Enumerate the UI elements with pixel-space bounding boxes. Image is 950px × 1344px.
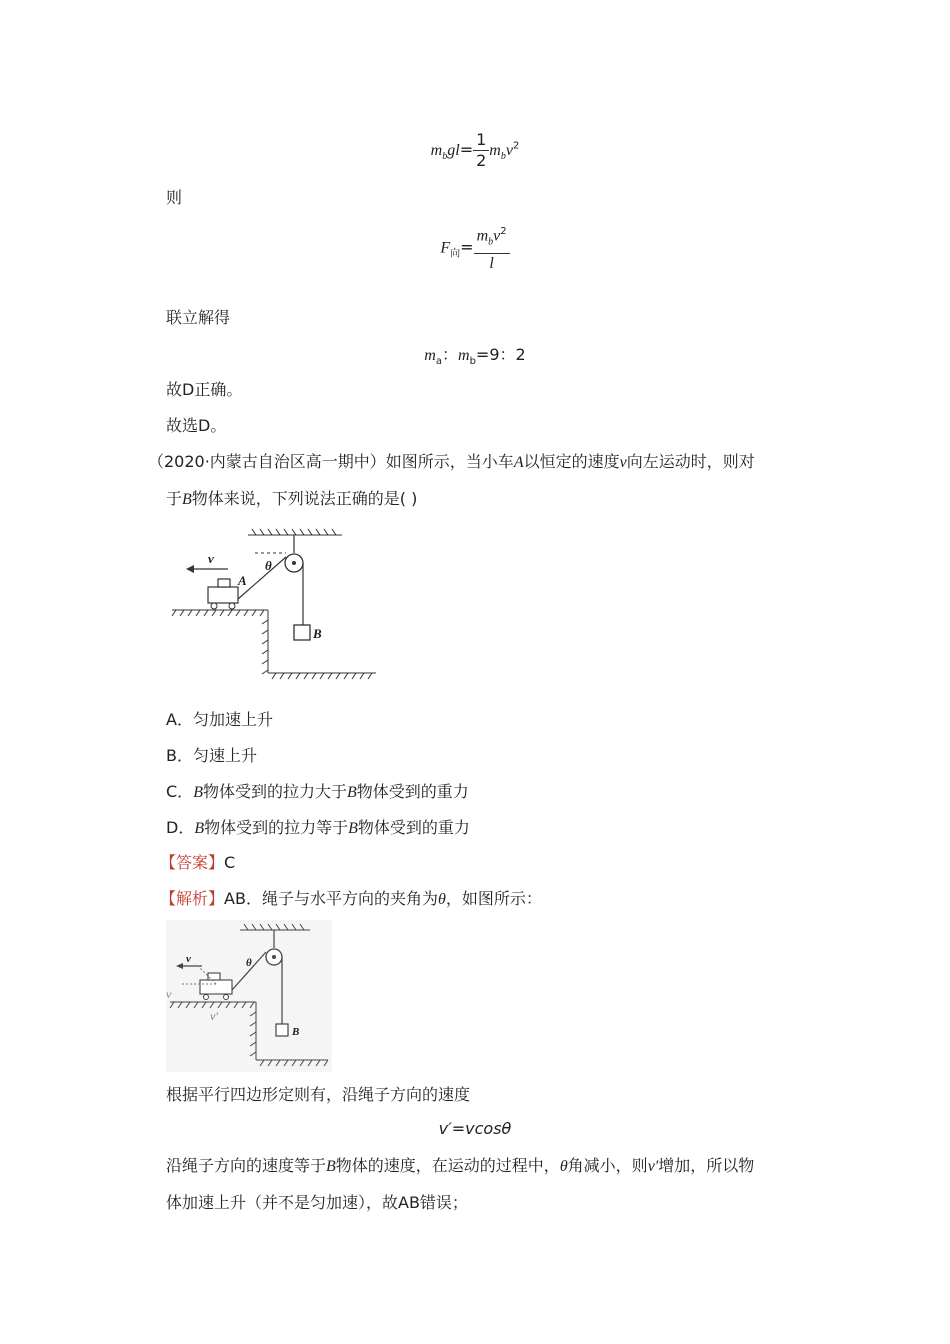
para2-d: 增加，所以物 — [658, 1156, 755, 1175]
figure-velocity-decomposition — [166, 920, 332, 1072]
fig2-label-v-side: v — [166, 987, 172, 1001]
option-b-letter: B． — [166, 746, 193, 765]
text-d-correct: 故D正确。 — [166, 380, 243, 399]
question-line1 — [148, 451, 755, 474]
option-c[interactable] — [166, 781, 469, 804]
eq1-den: 2 — [476, 151, 487, 170]
fig2-label-vprime: v′ — [210, 1009, 218, 1023]
option-c-text1: 物体受到的拉力大于 — [202, 782, 347, 801]
para2-vp: v′ — [647, 1158, 659, 1175]
answer-line — [160, 852, 235, 874]
equation-centripetal — [0, 222, 950, 274]
analysis-text2: ，如图所示： — [445, 889, 542, 908]
ceiling-hatch — [248, 529, 342, 535]
para-parallelogram: 根据平行四边形定则有，沿绳子方向的速度 — [166, 1085, 471, 1104]
option-d-text2: 物体受到的重力 — [357, 818, 470, 837]
fig2-theta: θ — [246, 957, 252, 969]
ratio-sep: ： — [441, 345, 458, 364]
eq2-den: l — [489, 254, 494, 272]
option-c-letter: C． — [166, 782, 194, 801]
question-line2 — [166, 488, 417, 511]
fig1-label-v: v — [208, 551, 214, 566]
q-A: A — [513, 454, 524, 471]
ratio-ma: m — [424, 347, 436, 364]
eq2-num-sub: b — [488, 236, 494, 248]
option-c-text2: 物体受到的重力 — [356, 782, 469, 801]
option-a[interactable] — [166, 709, 273, 731]
para-explanation-2: 体加速上升（并不是匀加速），故AB错误； — [166, 1193, 468, 1212]
eq2-num-v: v — [493, 227, 501, 245]
q-text5: 物体来说，下列说法正确的是( ) — [191, 489, 418, 508]
para2-theta: θ — [559, 1158, 568, 1175]
ground-hatch — [172, 610, 376, 679]
q-text2: 以恒定的速度 — [523, 452, 620, 471]
eq1-rhs-exp: 2 — [512, 140, 520, 152]
option-d-B1: B — [194, 820, 205, 837]
cart-A — [208, 579, 238, 609]
eq1-rhs-sub: b — [500, 151, 506, 163]
text-lianli: 联立解得 — [166, 308, 231, 327]
para2-a: 沿绳子方向的速度等于 — [166, 1156, 327, 1175]
fig2-label-B: B — [292, 1026, 300, 1038]
ratio-a-sub: a — [435, 356, 442, 368]
option-d-B2: B — [348, 820, 358, 837]
text-choose-d: 故选D。 — [166, 416, 227, 435]
figure-cart-pulley — [170, 525, 380, 685]
analysis-theta: θ — [437, 891, 446, 908]
option-d-text1: 物体受到的拉力等于 — [204, 818, 349, 837]
option-a-letter: A． — [166, 710, 193, 729]
ratio-mb: m — [458, 347, 470, 364]
block-B — [294, 625, 310, 640]
equation-ratio — [0, 342, 950, 367]
eq1-lhs-sub: b — [442, 151, 448, 163]
answer-value: C — [224, 853, 236, 872]
q-text1: （2020·内蒙古自治区高一期中）如图所示，当小车 — [148, 452, 514, 471]
analysis-text: AB．绳子与水平方向的夹角为 — [224, 889, 438, 908]
eq2-F: F — [440, 239, 451, 257]
eq1-equals: = — [459, 140, 474, 159]
eq1-lhs-gl: gl — [447, 142, 460, 159]
q-v: v — [619, 454, 627, 471]
option-b[interactable] — [166, 745, 257, 767]
eq2-num-m: m — [476, 227, 489, 245]
ratio-value: =9：2 — [475, 345, 526, 364]
eq2-num — [474, 222, 510, 254]
eq1-rhs-v: v — [505, 142, 513, 159]
equation-vprime — [0, 1119, 950, 1138]
eq3-text: v′=vcosθ — [438, 1119, 512, 1138]
q-text4: 于 — [166, 489, 183, 508]
analysis-label: 【解析】 — [160, 889, 225, 908]
eq1-fraction — [473, 130, 489, 171]
q-B: B — [182, 491, 192, 508]
fig1-label-A: A — [238, 573, 247, 588]
option-c-B1: B — [193, 784, 203, 801]
equation-energy — [0, 130, 950, 171]
eq2-equals: = — [460, 237, 474, 257]
fig2-label-v: v — [186, 953, 191, 965]
ratio-b-sub: b — [469, 356, 476, 368]
q-text3: 向左运动时，则对 — [626, 452, 755, 471]
eq2-fraction — [474, 222, 510, 274]
fig1-label-B: B — [313, 626, 322, 641]
eq2-num-exp: 2 — [500, 226, 507, 237]
block2-B — [276, 1024, 288, 1036]
fig1-theta: θ — [265, 558, 272, 573]
para2-B: B — [326, 1158, 336, 1175]
option-d-letter: D． — [166, 818, 195, 837]
option-d[interactable] — [166, 817, 470, 840]
option-a-text: 匀加速上升 — [192, 710, 273, 729]
analysis-line — [160, 888, 542, 911]
eq2-F-sub: 向 — [450, 248, 461, 260]
para2-b: 物体的速度，在运动的过程中， — [335, 1156, 560, 1175]
eq1-num: 1 — [473, 130, 489, 151]
para-explanation-1 — [166, 1155, 754, 1178]
velocity-arrow-icon — [186, 565, 194, 573]
option-c-B2: B — [346, 784, 357, 801]
option-b-text: 匀速上升 — [192, 746, 257, 765]
eq1-rhs-m: m — [489, 142, 501, 159]
para2-c: 角减小，则 — [567, 1156, 648, 1175]
text-ze: 则 — [166, 188, 183, 207]
answer-label: 【答案】 — [160, 853, 225, 872]
eq1-lhs-m: m — [430, 142, 443, 159]
